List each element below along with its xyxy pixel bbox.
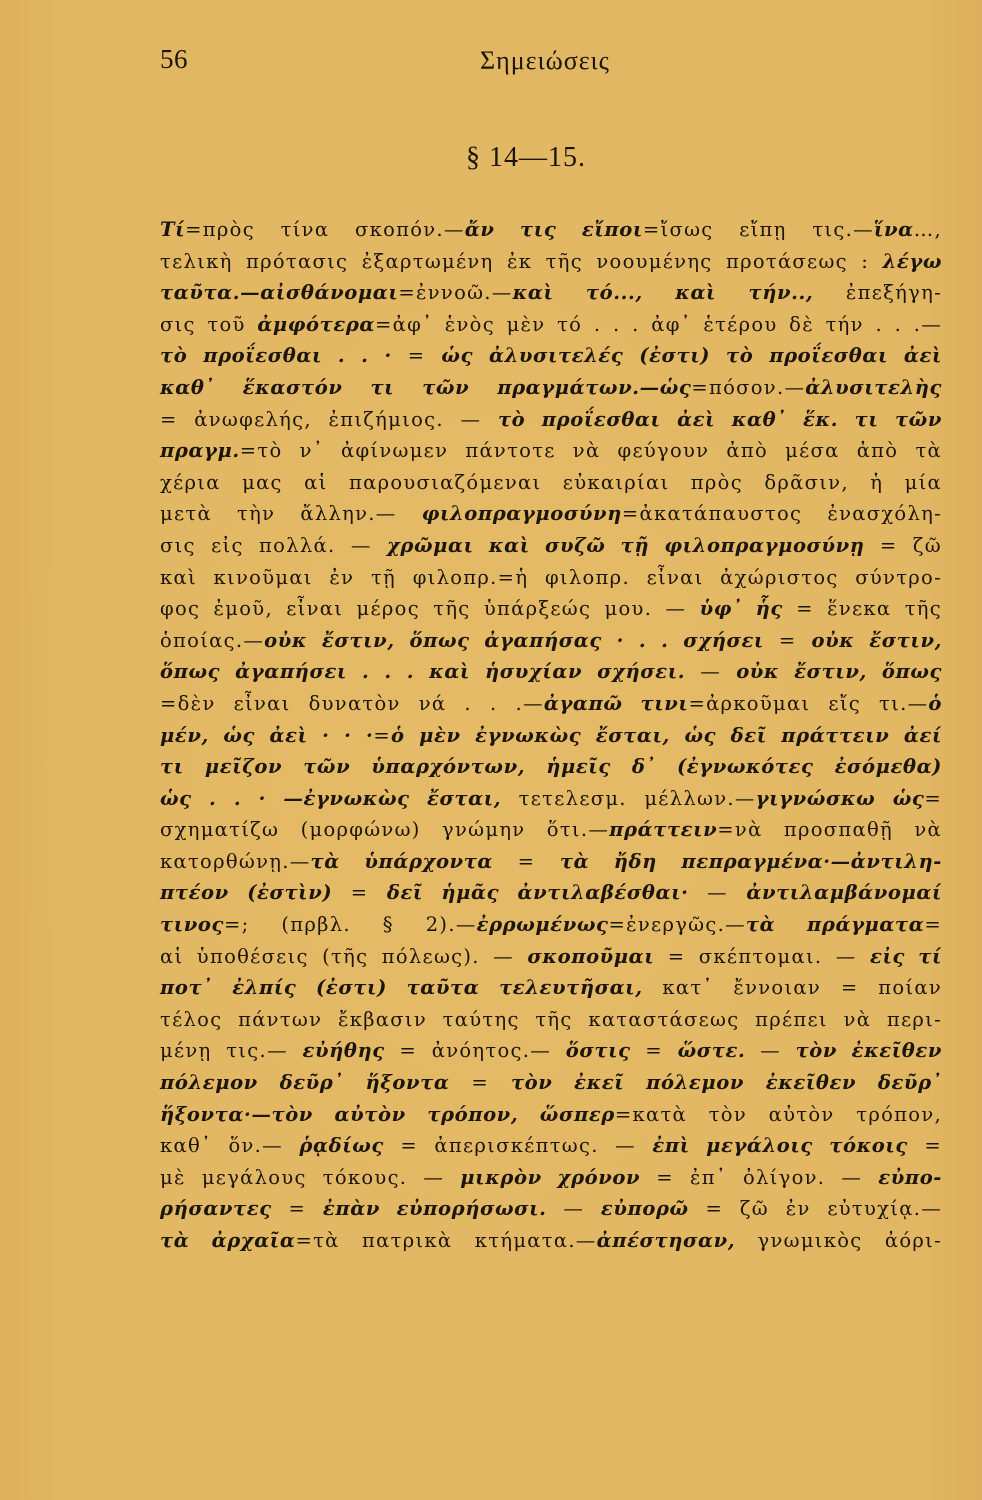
gloss-text: γνωμικὸς ἀόρι- [735,1229,942,1252]
gloss-text: =ἐνεργῶς.— [608,913,746,937]
gloss-text: κατ᾿ ἔννοιαν = ποίαν [642,976,942,1000]
gloss-text: μετὰ τὴν ἄλλην.— [160,502,422,526]
gloss-text: …, [913,218,942,241]
text-line [160,656,942,688]
gloss-text: καθ᾿ ὅν.— [160,1134,300,1158]
gloss-text: φος ἐμοῦ, εἶναι μέρος τῆς ὑπάρξεώς μου. — [160,597,700,621]
gloss-text: =κατὰ τὸν αὐτὸν τρόπον, [614,1102,942,1126]
gloss-text: ἐπεξήγη- [813,281,942,305]
gloss-text: =; (πρβλ. § 2).— [223,913,477,937]
lemma-text: τὰ πράγματα [745,913,925,937]
lemma-text: ὅστις [565,1039,631,1063]
text-line [160,404,942,436]
gloss-text: χέρια μας αἱ παρουσιαζόμεναι εὐκαιρίαι πρὸς δρᾶσιν, ἡ μία [160,470,942,494]
section-heading: § 14—15. [466,142,586,173]
text-line [160,1225,942,1257]
text-line [160,340,942,372]
gloss-text: = [907,1134,942,1158]
lemma-text: μικρὸν χρόνον [460,1165,641,1189]
text-line [160,435,942,467]
text-line [160,498,942,530]
gloss-text: = [407,344,442,368]
gloss-text: = ἀπερισκέπτως. — [383,1134,653,1158]
text-line [160,1035,942,1067]
text-line [160,941,942,973]
gloss-text: = [332,881,387,905]
gloss-text: = [924,786,942,810]
gloss-text: — [745,1039,796,1063]
gloss-text: =νὰ προσπαθῇ νὰ [717,818,942,842]
gloss-text: =ἴσως εἴπῃ τις.— [642,218,874,241]
lemma-text: ἐρρωμένως [476,913,609,937]
gloss-text: =ἀκατάπαυστος ἐνασχόλη- [621,502,942,526]
lemma-text: ῥᾳδίως [299,1134,384,1158]
gloss-text: =ἀφ᾿ ἑνὸς μὲν τό . . . ἀφ᾿ ἑτέρου δὲ τήν . . .— [375,312,943,336]
lemma-text: τὸ προΐεσθαι . . · [160,344,408,368]
lemma-text: τὰ ὑπάρχοντα [310,849,494,873]
text-line [160,720,942,752]
gloss-text: κατορθώνῃ.— [160,849,311,873]
lemma-text: καθ᾿ ἕκαστόν τι τῶν πραγμάτων.—ὡς [160,375,692,399]
text-line [160,246,942,278]
lemma-text: μέν, ὡς ἀεὶ · · · [160,723,374,747]
gloss-text: =ἐννοῶ.— [398,281,513,305]
lemma-text: τὰ ἤδη πεπραγμένα·—ἀντιλη- [559,849,943,873]
lemma-text: Τί [160,218,186,241]
lemma-text: τινος [160,913,224,937]
gloss-text: = ἕνεκα τῆς [782,597,942,621]
gloss-text: — [546,1197,601,1221]
gloss-text: μένῃ τις.— [160,1039,303,1063]
lemma-text: ἀπέστησαν, [596,1229,736,1252]
text-line [160,1162,942,1194]
text-line [160,751,942,783]
lemma-text: πόλεμον δεῦρ᾿ ἥξοντα [160,1071,450,1095]
text-line [160,972,942,1004]
lemma-text: ἵνα [873,218,914,241]
lemma-text: τι μεῖζον τῶν ὑπαρχόντων, ἡμεῖς δ᾿ (ἐγνωκότες ἐσόμεθα) [160,755,942,779]
lemma-text: ἄν τις εἴποι [464,218,643,241]
lemma-text: εὐπορῶ [600,1197,689,1221]
gloss-text: ὁποίας.— [160,628,265,652]
lemma-text: ἥξοντα·—τὸν αὐτὸν τρόπον, ὥσπερ [160,1102,615,1126]
lemma-text: οὐκ ἔστιν, ὅπως ἀγαπήσας · . . σχήσει [264,628,764,652]
lemma-text: τὸν ἐκεῖ πόλεμον ἐκεῖθεν δεῦρ᾿ [510,1071,942,1095]
text-line [160,277,942,309]
lemma-text: ὅπως ἀγαπήσει . . . καὶ ἡσυχίαν σχήσει. [160,660,686,684]
gloss-text: σχηματίζω (μορφώνω) γνώμην ὅτι.— [160,818,610,842]
text-line [160,877,942,909]
lemma-text: καὶ τό..., καὶ τήν.., [512,281,814,305]
text-line [160,562,942,594]
lemma-text: ἀντιλαμβάνομαί [746,881,942,905]
lemma-text: τὰ ἀρχαῖα [160,1229,296,1252]
gloss-text: σις εἰς πολλά. — [160,533,387,557]
gloss-text: σις τοῦ [160,312,258,336]
lemma-text: εὐήθης [302,1039,385,1063]
lemma-text: φιλοπραγμοσύνη [421,502,622,526]
text-line [160,1004,942,1036]
text-line [160,372,942,404]
text-line [160,1130,942,1162]
gloss-text: = ἀνωφελής, ἐπιζήμιος. — [160,407,498,431]
lemma-text: ὥστε. [677,1039,746,1063]
lemma-text: οὐκ ἔστιν, [811,628,942,652]
page-header [160,38,940,78]
gloss-text: = σκέπτομαι. — [654,944,870,968]
text-line [160,530,942,562]
lemma-text: τὸν ἐκεῖθεν [795,1039,942,1063]
lemma-text: ὡς ἀλυσιτελές (ἐστι) τὸ προΐεσθαι ἀεὶ [441,344,942,368]
lemma-text: ὑφ᾿ ἧς [699,597,783,621]
text-line [160,688,942,720]
lemma-text: πραγμ. [160,439,240,463]
gloss-text: τελικὴ πρότασις ἐξαρτωμένη ἐκ τῆς νοουμένης προτάσεως : [160,249,883,273]
lemma-text: γιγνώσκω ὡς [755,786,925,810]
gloss-text: =δὲν εἶναι δυνατὸν νά . . .— [160,691,544,715]
text-line [160,309,942,341]
text-line [160,593,942,625]
text-line [160,214,942,246]
gloss-text: — [688,881,747,905]
text-line [160,467,942,499]
lemma-text: εὐπο- [878,1165,942,1189]
lemma-text: ἀμφότερα [257,312,376,336]
lemma-text: τὸ προΐεσθαι ἀεὶ καθ᾿ ἕκ. τι τῶν [497,407,942,431]
gloss-text: = [493,849,560,873]
gloss-text: =πόσον.— [691,375,806,399]
gloss-text: καὶ κινοῦμαι ἐν τῇ φιλοπρ.=ἡ φιλοπρ. εἶναι ἀχώριστος σύντρο- [160,565,942,589]
gloss-text: = ζῶ [864,533,942,557]
lemma-text: ρήσαντες [160,1197,272,1221]
gloss-text: =ἀρκοῦμαι εἴς τι.— [688,691,929,715]
text-line [160,1067,942,1099]
gloss-text: =πρὸς τίνα σκοπόν.— [185,218,465,241]
lemma-text: ὡς . . · —ἐγνωκὼς ἔσται, [160,786,502,810]
page-number: 56 [160,44,188,74]
gloss-text: = ἀνόητος.— [384,1039,566,1063]
gloss-text: = [924,913,942,937]
lemma-text: λέγω [882,249,942,273]
gloss-text: = ἐπ᾿ ὀλίγον. — [640,1165,879,1189]
gloss-text: αἱ ὑποθέσεις (τῆς πόλεως). — [160,944,528,968]
lemma-text: ἐπὰν εὐπορήσωσι. [322,1197,547,1221]
text-line [160,625,942,657]
text-line [160,1099,942,1131]
text-line [160,1193,942,1225]
lemma-text: ποτ᾿ ἐλπίς (ἐστι) ταῦτα τελευτῆσαι, [160,976,643,1000]
gloss-text: = [373,723,392,747]
gloss-text: = ζῶ ἐν εὐτυχίᾳ.— [688,1197,942,1221]
gloss-text: τέλος πάντων ἔκβασιν ταύτης τῆς καταστάσεως πρέπει νὰ περι- [160,1007,942,1031]
lemma-text: εἰς τί [870,944,943,968]
lemma-text: ἀγαπῶ τινι [543,691,689,715]
running-head: Σημειώσεις [480,46,610,75]
gloss-text: — [685,660,737,684]
commentary-text [160,214,942,1257]
lemma-text: πτέον (ἐστὶν) [160,881,333,905]
lemma-text: ἐπὶ μεγάλοις τόκοις [652,1134,908,1158]
text-line [160,846,942,878]
lemma-text: πράττειν [609,818,718,842]
lemma-text: οὐκ ἔστιν, ὅπως [736,660,942,684]
lemma-text: ὁ μὲν ἐγνωκὼς ἔσται, ὡς δεῖ πράττειν ἀεί [391,723,942,747]
gloss-text: =τὸ ν᾿ ἀφίνωμεν πάντοτε νὰ φεύγουν ἀπὸ μέσα ἀπὸ τὰ [239,439,942,463]
gloss-text: = [630,1039,678,1063]
text-line [160,909,942,941]
gloss-text: μὲ μεγάλους τόκους. — [160,1165,461,1189]
gloss-text: = [763,628,812,652]
gloss-text: τετελεσμ. μέλλων.— [501,786,756,810]
gloss-text: =τὰ πατρικὰ κτήματα.— [295,1229,597,1252]
gloss-text: = [449,1071,511,1095]
lemma-text: χρῶμαι καὶ συζῶ τῇ φιλοπραγμοσύνῃ [386,533,865,557]
lemma-text: ταῦτα.—αἰσθάνομαι [160,281,399,305]
lemma-text: ἀλυσιτελὴς [805,375,942,399]
text-line [160,814,942,846]
gloss-text: = [271,1197,323,1221]
lemma-text: δεῖ ἡμᾶς ἀντιλαβέσθαι· [386,881,689,905]
text-line [160,783,942,815]
lemma-text: σκοποῦμαι [527,944,655,968]
lemma-text: ὁ [928,691,942,715]
